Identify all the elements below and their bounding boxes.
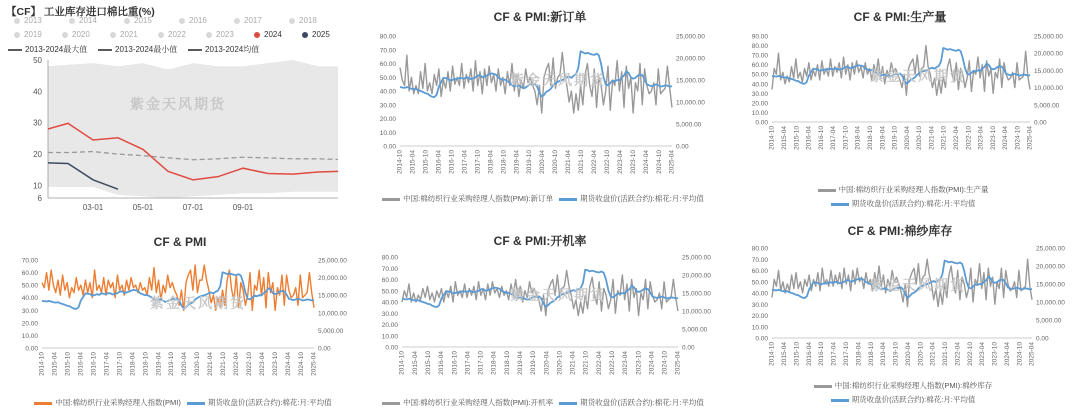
y-left-tick-label: 70.00 bbox=[379, 47, 396, 55]
x-tick-label: 2020-10 bbox=[194, 352, 202, 376]
y-left-tick-label: 30.00 bbox=[381, 310, 398, 318]
y-right-tick-label: 0.00 bbox=[682, 344, 695, 352]
chart-panel-p5 bbox=[360, 205, 720, 414]
legend-label: 中国:棉纺织行业采购经理人指数(PMI):棉纱库存 bbox=[834, 381, 993, 390]
y-right-tick-label: 20,000.00 bbox=[682, 272, 711, 280]
y-right-tick-label: 10,000.00 bbox=[1034, 85, 1063, 93]
y-left-tick-label: 10.00 bbox=[21, 332, 38, 340]
x-tick-label: 2023-04 bbox=[258, 352, 266, 376]
x-tick-label: 2017-10 bbox=[474, 150, 482, 174]
x-tick-label: 2025-04 bbox=[310, 352, 318, 376]
y-left-tick-label: 50.00 bbox=[379, 74, 396, 82]
y-right-tick-label: 5,000.00 bbox=[676, 121, 702, 129]
x-tick-label: 2018-04 bbox=[129, 352, 137, 376]
watermark: 紫金天风期货 bbox=[150, 295, 246, 311]
y-left-tick-label: 10.00 bbox=[379, 129, 396, 137]
y-right-tick-label: 20,000.00 bbox=[318, 275, 347, 283]
x-tick-label: 2022-04 bbox=[953, 125, 961, 150]
legend-label: 中国:棉纺织行业采购经理人指数(PMI) bbox=[55, 398, 181, 407]
legend-label: 期货收盘价(活跃合约):棉花:月:平均值 bbox=[580, 398, 704, 407]
legend-label: 2018 bbox=[299, 16, 317, 25]
x-tick-label: 2022-04 bbox=[233, 352, 241, 376]
x-tick-label: 2024-10 bbox=[297, 352, 305, 376]
legend-label: 中国:棉纺织行业采购经理人指数(PMI):新订单 bbox=[403, 194, 554, 203]
legend-item bbox=[28, 398, 180, 407]
x-tick-label: 2021-10 bbox=[582, 351, 590, 375]
x-tick-label: 2017-10 bbox=[842, 126, 850, 150]
legend-label: 期货收盘价(活跃合约):棉花:月:平均值 bbox=[207, 398, 332, 407]
x-tick-label: 2023-04 bbox=[616, 150, 624, 174]
x-tick-label: 2015-10 bbox=[793, 342, 801, 366]
legend-label: 2015 bbox=[134, 16, 152, 25]
y-left-tick-label: 50.00 bbox=[751, 71, 768, 79]
x-tick-label: 2020-10 bbox=[916, 126, 924, 150]
legend-label: 2022 bbox=[168, 30, 186, 39]
watermark: 紫金天风期货 bbox=[510, 287, 606, 303]
y-left-tick-label: 20.00 bbox=[381, 322, 398, 329]
watermark: 紫金天风期货 bbox=[130, 96, 226, 112]
chart-panel-p2 bbox=[360, 0, 720, 210]
x-tick-label: 2020-10 bbox=[556, 351, 564, 375]
x-tick-label: 2017-04 bbox=[830, 342, 838, 366]
x-tick-label: 2024-04 bbox=[1002, 126, 1010, 150]
x-tick-label: 2019-10 bbox=[168, 352, 176, 376]
legend-label: 2021 bbox=[120, 30, 138, 39]
x-tick-label: 2023-10 bbox=[629, 150, 637, 174]
y-left-tick-label: 0.00 bbox=[383, 143, 396, 151]
legend-swatch bbox=[382, 198, 400, 201]
x-tick-label: 2022-10 bbox=[245, 352, 253, 376]
x-tick-label: 2023-04 bbox=[979, 342, 987, 366]
min-max-band bbox=[48, 60, 338, 198]
legend-label: 期货收盘价(活跃合约):棉花:月:平均值 bbox=[851, 199, 976, 208]
y-right-tick-label: 0.00 bbox=[1034, 119, 1047, 127]
chart-legend bbox=[0, 397, 360, 408]
x-tick-label: 2018-10 bbox=[142, 352, 150, 376]
x-tick-label: 2024-04 bbox=[648, 351, 656, 375]
x-tick-label: 2025-04 bbox=[1028, 342, 1036, 366]
y-right-tick-label: 15,000.00 bbox=[1034, 67, 1063, 75]
x-tick-label: 2016-10 bbox=[818, 342, 826, 366]
x-tick-label: 2018-04 bbox=[854, 126, 862, 150]
legend-label: 2014 bbox=[79, 16, 97, 25]
x-tick-label: 2023-10 bbox=[991, 342, 999, 366]
chart-legend bbox=[720, 379, 1080, 407]
y-right-tick-label: 15,000.00 bbox=[1036, 281, 1065, 289]
watermark: 紫金天风期货 bbox=[870, 277, 966, 293]
y-left-tick-label: 60.00 bbox=[751, 62, 768, 70]
x-tick-label: 2015-04 bbox=[411, 351, 419, 375]
y-left-tick-label: 20.00 bbox=[751, 313, 768, 320]
x-tick-label: 2021-10 bbox=[940, 126, 948, 150]
y-right-tick-label: 10,000.00 bbox=[1036, 299, 1065, 307]
chart-title: CF & PMI bbox=[153, 235, 207, 249]
x-tick-label: 2016-04 bbox=[77, 352, 85, 376]
legend-swatch bbox=[559, 198, 577, 201]
x-tick-label: 2021-04 bbox=[928, 126, 936, 150]
legend-label: 2013 bbox=[24, 16, 42, 25]
y-left-tick-label: 70.00 bbox=[751, 256, 768, 264]
x-tick-label: 2016-10 bbox=[817, 126, 825, 150]
x-tick-label: 2024-04 bbox=[1003, 342, 1011, 366]
x-tick-label: 2015-10 bbox=[422, 150, 430, 174]
x-tick-label: 2018-04 bbox=[855, 342, 863, 366]
legend-item bbox=[376, 398, 553, 407]
y-left-tick-label: 20.00 bbox=[379, 116, 396, 123]
x-tick-label: 2019-04 bbox=[517, 351, 525, 375]
x-tick-label: 2022-04 bbox=[591, 149, 599, 174]
y-left-tick-label: 70.00 bbox=[751, 52, 768, 60]
x-tick-label: 2020-04 bbox=[903, 126, 911, 150]
x-tick-label: 07-01 bbox=[182, 203, 204, 212]
y-left-tick-label: 30.00 bbox=[751, 301, 768, 309]
x-tick-label: 2019-04 bbox=[879, 126, 887, 150]
legend-label: 2013-2024均值 bbox=[205, 45, 260, 54]
x-tick-label: 2020-10 bbox=[552, 150, 560, 174]
y-left-tick-label: 50.00 bbox=[21, 282, 38, 290]
legend-label: 2017 bbox=[244, 16, 262, 25]
x-tick-label: 2015-10 bbox=[793, 126, 801, 150]
x-tick-label: 2023-10 bbox=[271, 352, 279, 376]
x-tick-label: 2014-10 bbox=[38, 352, 46, 376]
y-left-tick-label: 60.00 bbox=[381, 277, 398, 284]
x-tick-label: 2021-04 bbox=[207, 352, 215, 376]
y-left-tick-label: 30.00 bbox=[751, 90, 768, 98]
y-left-tick-label: 80.00 bbox=[379, 33, 396, 41]
legend-label: 2016 bbox=[189, 16, 207, 25]
chart-title: CF & PMI:开机率 bbox=[493, 234, 587, 248]
y-right-tick-label: 20,000.00 bbox=[1034, 50, 1063, 58]
chart-panel-p4 bbox=[0, 205, 360, 414]
x-tick-label: 2023-10 bbox=[989, 126, 997, 150]
chart-title: CF & PMI:新订单 bbox=[493, 10, 587, 24]
x-tick-label: 2017-10 bbox=[116, 352, 124, 376]
x-tick-label: 2024-10 bbox=[661, 351, 669, 375]
legend-item bbox=[553, 398, 704, 407]
x-tick-label: 2025-04 bbox=[674, 351, 682, 375]
x-tick-label: 2020-04 bbox=[904, 342, 912, 366]
y-left-tick-label: 20.00 bbox=[21, 320, 38, 328]
x-tick-label: 2015-04 bbox=[409, 150, 417, 174]
y-right-tick-label: 25,000.00 bbox=[1034, 33, 1063, 41]
y-left-tick-label: 80.00 bbox=[751, 245, 768, 253]
x-tick-label: 2022-04 bbox=[954, 342, 962, 366]
legend-label: 2020 bbox=[72, 30, 90, 39]
y-left-tick-label: 40.00 bbox=[381, 299, 398, 307]
y-left-tick-label: 60.00 bbox=[751, 268, 768, 275]
legend-label: 2025 bbox=[312, 30, 330, 39]
y-tick-label: 50 bbox=[33, 56, 42, 65]
y-left-tick-label: 80.00 bbox=[381, 254, 398, 262]
x-tick-label: 2021-04 bbox=[565, 150, 573, 174]
y-left-tick-label: 70.00 bbox=[21, 257, 38, 265]
x-tick-label: 2018-10 bbox=[503, 351, 511, 375]
y-right-tick-label: 25,000.00 bbox=[682, 254, 711, 262]
x-tick-label: 2018-04 bbox=[490, 351, 498, 375]
legend-label: 中国:棉纺织行业采购经理人指数(PMI):开机率 bbox=[403, 398, 554, 407]
x-tick-label: 05-01 bbox=[132, 203, 154, 212]
y-right-tick-label: 0.00 bbox=[676, 143, 689, 151]
x-tick-label: 2020-04 bbox=[181, 352, 189, 376]
y-right-tick-label: 5,000.00 bbox=[1034, 102, 1060, 110]
y-left-tick-label: 0.00 bbox=[385, 344, 398, 352]
x-tick-label: 2024-04 bbox=[284, 352, 292, 376]
x-tick-label: 2019-10 bbox=[891, 126, 899, 150]
chart-plot bbox=[360, 205, 720, 414]
legend-label: 期货收盘价(活跃合约):棉花:月:平均值 bbox=[851, 395, 976, 404]
x-tick-label: 2016-04 bbox=[438, 351, 446, 375]
x-tick-label: 2014-10 bbox=[768, 342, 776, 366]
chart-legend bbox=[360, 397, 720, 408]
x-tick-label: 2016-10 bbox=[451, 351, 459, 375]
y-right-tick-label: 5,000.00 bbox=[682, 326, 708, 334]
x-tick-label: 09-01 bbox=[232, 203, 254, 212]
y-left-tick-label: 80.00 bbox=[751, 43, 768, 51]
x-tick-label: 2016-04 bbox=[805, 126, 813, 150]
legend-swatch bbox=[814, 385, 832, 388]
y-right-tick-label: 10,000.00 bbox=[676, 99, 705, 107]
legend-item bbox=[376, 194, 553, 203]
y-tick-label: 30 bbox=[33, 118, 42, 128]
y-left-tick-label: 10.00 bbox=[381, 333, 398, 341]
x-tick-label: 2025-04 bbox=[668, 150, 676, 174]
y-left-tick-label: 0.00 bbox=[755, 335, 768, 343]
y-right-tick-label: 5,000.00 bbox=[1036, 317, 1062, 325]
x-tick-label: 2023-04 bbox=[622, 351, 630, 375]
y-left-tick-label: 20.00 bbox=[751, 100, 768, 108]
legend-item bbox=[181, 398, 332, 407]
x-tick-label: 2019-10 bbox=[892, 342, 900, 366]
x-tick-label: 2019-10 bbox=[526, 150, 534, 174]
x-tick-label: 2017-10 bbox=[477, 351, 485, 375]
x-tick-label: 2017-04 bbox=[461, 150, 469, 174]
y-right-tick-label: 25,000.00 bbox=[676, 33, 705, 41]
x-tick-label: 2016-10 bbox=[448, 150, 456, 174]
y-right-tick-label: 25,000.00 bbox=[1036, 245, 1065, 253]
x-tick-label: 2023-10 bbox=[635, 351, 643, 375]
chart-title: CF & PMI:生产量 bbox=[853, 10, 947, 24]
y-tick-label: 6 bbox=[37, 194, 42, 203]
x-tick-label: 2021-04 bbox=[929, 342, 937, 366]
y-left-tick-label: 10.00 bbox=[751, 324, 768, 332]
legend-label: 2019 bbox=[24, 30, 42, 39]
chart-title: 【CF】 工业库存进口棉比重(%) bbox=[6, 6, 155, 18]
y-right-tick-label: 15,000.00 bbox=[676, 77, 705, 85]
x-tick-label: 2015-04 bbox=[781, 126, 789, 150]
y-right-tick-label: 5,000.00 bbox=[318, 327, 344, 335]
chart-panel-p3 bbox=[720, 0, 1080, 210]
x-tick-label: 2015-10 bbox=[64, 352, 72, 376]
legend-item bbox=[812, 185, 989, 194]
y-right-tick-label: 10,000.00 bbox=[682, 308, 711, 316]
x-tick-label: 2015-10 bbox=[425, 351, 433, 375]
x-tick-label: 2024-10 bbox=[655, 150, 663, 174]
legend-item bbox=[825, 395, 976, 404]
x-tick-label: 2015-04 bbox=[781, 342, 789, 366]
y-right-tick-label: 20,000.00 bbox=[1036, 263, 1065, 271]
y-right-tick-label: 0.00 bbox=[318, 345, 331, 353]
legend-label: 2024 bbox=[264, 30, 282, 39]
x-tick-label: 2014-10 bbox=[396, 150, 404, 174]
y-left-tick-label: 50.00 bbox=[751, 279, 768, 287]
y-right-tick-label: 20,000.00 bbox=[676, 55, 705, 63]
x-tick-label: 2024-10 bbox=[1016, 342, 1024, 366]
legend-swatch bbox=[559, 402, 577, 405]
x-tick-label: 2017-10 bbox=[843, 342, 851, 366]
y-left-tick-label: 60.00 bbox=[379, 61, 396, 68]
x-tick-label: 2014-10 bbox=[768, 126, 776, 150]
y-left-tick-label: 40.00 bbox=[379, 88, 396, 96]
x-tick-label: 2024-10 bbox=[1014, 126, 1022, 150]
y-left-tick-label: 40.00 bbox=[21, 295, 38, 303]
x-tick-label: 2024-04 bbox=[642, 150, 650, 174]
x-tick-label: 2022-10 bbox=[609, 351, 617, 375]
y-left-tick-label: 70.00 bbox=[381, 265, 398, 273]
watermark: 紫金天风期货 bbox=[510, 72, 606, 88]
x-tick-label: 2014-10 bbox=[398, 351, 406, 375]
chart-title: CF & PMI:棉纱库存 bbox=[847, 224, 953, 238]
y-left-tick-label: 40.00 bbox=[751, 81, 768, 89]
x-tick-label: 2025-04 bbox=[1026, 126, 1034, 150]
legend-label: 2023 bbox=[216, 30, 234, 39]
x-tick-label: 2017-04 bbox=[103, 352, 111, 376]
y-left-tick-label: 0.00 bbox=[25, 345, 38, 353]
legend-item bbox=[808, 381, 993, 390]
x-tick-label: 2020-10 bbox=[917, 342, 925, 366]
chart-plot bbox=[720, 0, 1080, 210]
legend-swatch bbox=[818, 189, 836, 192]
x-tick-label: 2016-04 bbox=[435, 150, 443, 174]
x-tick-label: 2022-10 bbox=[966, 342, 974, 366]
x-tick-label: 2022-10 bbox=[603, 150, 611, 174]
x-tick-label: 2018-10 bbox=[867, 126, 875, 150]
x-tick-label: 2018-10 bbox=[867, 342, 875, 366]
legend-label: 2013-2024最小值 bbox=[115, 45, 178, 54]
x-tick-label: 2018-10 bbox=[500, 150, 508, 174]
x-tick-label: 2022-10 bbox=[965, 125, 973, 150]
x-tick-label: 2021-10 bbox=[220, 352, 228, 376]
x-tick-label: 2016-04 bbox=[805, 342, 813, 366]
chart-panel-p1 bbox=[0, 0, 345, 212]
x-tick-label: 2015-04 bbox=[51, 352, 59, 376]
x-tick-label: 2022-04 bbox=[595, 351, 603, 375]
legend-label: 中国:棉纺织行业采购经理人指数(PMI):生产量 bbox=[838, 185, 989, 194]
legend-swatch bbox=[831, 399, 849, 402]
y-left-tick-label: 0.00 bbox=[755, 119, 768, 127]
y-tick-label: 20 bbox=[33, 150, 42, 160]
x-tick-label: 2021-10 bbox=[578, 150, 586, 174]
chart-legend bbox=[360, 193, 720, 204]
legend-label: 期货收盘价(活跃合约):棉花:月:平均值 bbox=[580, 194, 704, 203]
y-right-tick-label: 15,000.00 bbox=[682, 290, 711, 298]
x-tick-label: 2016-10 bbox=[90, 352, 98, 376]
y-left-tick-label: 50.00 bbox=[381, 288, 398, 296]
legend-label: 2013-2024最大值 bbox=[25, 45, 88, 54]
x-tick-label: 2019-04 bbox=[155, 352, 163, 376]
x-tick-label: 2019-04 bbox=[880, 342, 888, 366]
x-tick-label: 2020-04 bbox=[543, 351, 551, 375]
x-tick-label: 2021-04 bbox=[569, 351, 577, 375]
y-left-tick-label: 30.00 bbox=[379, 102, 396, 110]
y-right-tick-label: 15,000.00 bbox=[318, 292, 347, 300]
y-left-tick-label: 30.00 bbox=[21, 307, 38, 315]
x-tick-label: 2018-04 bbox=[487, 150, 495, 174]
x-tick-label: 2020-04 bbox=[539, 150, 547, 174]
chart-panel-p6 bbox=[720, 205, 1080, 414]
x-tick-label: 2017-04 bbox=[830, 126, 838, 150]
y-left-tick-label: 90.00 bbox=[751, 33, 768, 41]
x-tick-label: 2021-10 bbox=[942, 342, 950, 366]
y-right-tick-label: 25,000.00 bbox=[318, 257, 347, 265]
y-right-tick-label: 10,000.00 bbox=[318, 310, 347, 318]
legend-item bbox=[553, 194, 704, 203]
chart-plot bbox=[360, 0, 720, 210]
x-tick-label: 2023-04 bbox=[977, 126, 985, 150]
y-left-tick-label: 60.00 bbox=[21, 270, 38, 278]
legend-swatch bbox=[382, 402, 400, 405]
x-tick-label: 2019-04 bbox=[513, 150, 521, 174]
watermark: 紫金天风期货 bbox=[870, 68, 966, 84]
x-tick-label: 03-01 bbox=[82, 203, 104, 212]
y-right-tick-label: 0.00 bbox=[1036, 335, 1049, 343]
y-tick-label: 10 bbox=[33, 181, 42, 191]
y-left-tick-label: 40.00 bbox=[751, 290, 768, 298]
legend-swatch bbox=[187, 402, 205, 405]
x-tick-label: 2019-10 bbox=[530, 351, 538, 375]
x-tick-label: 2017-04 bbox=[464, 351, 472, 375]
y-left-tick-label: 10.00 bbox=[751, 109, 768, 117]
y-tick-label: 40 bbox=[33, 87, 42, 97]
legend-swatch bbox=[34, 402, 52, 405]
